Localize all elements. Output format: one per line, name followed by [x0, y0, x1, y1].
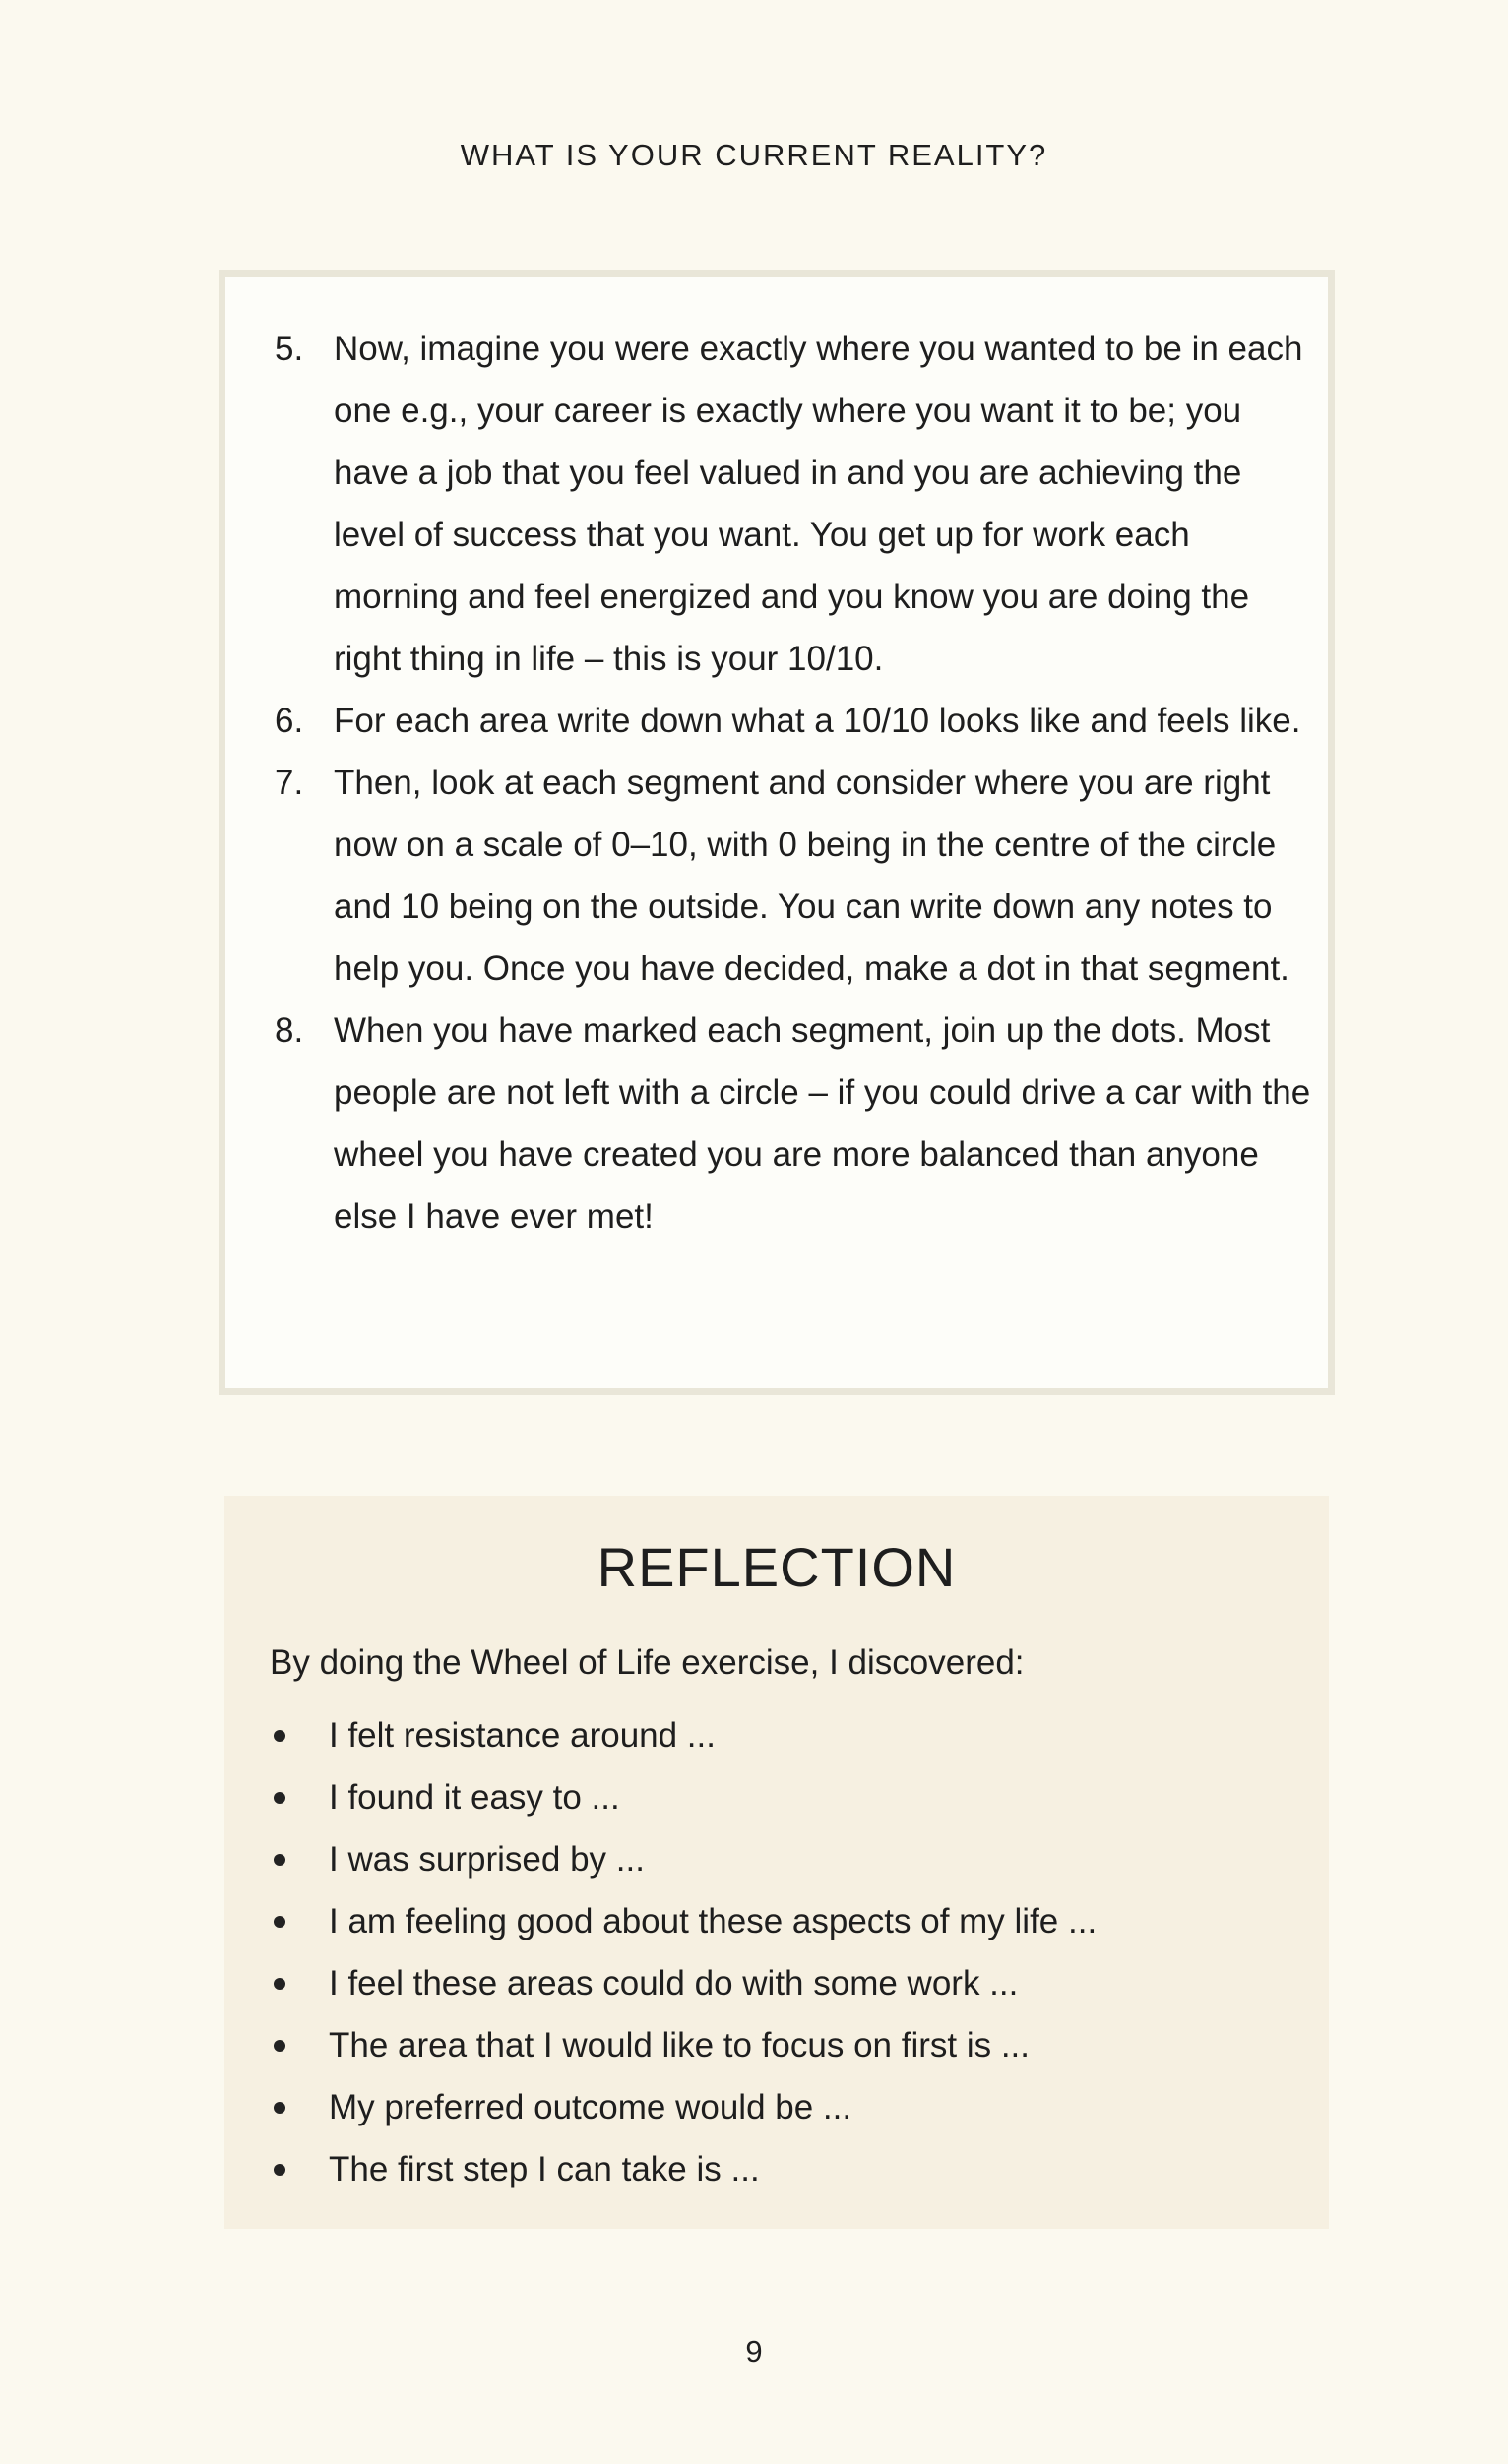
- bullet-icon: [274, 1978, 285, 1990]
- prompt-item: [270, 1952, 1097, 2014]
- step-number: 7.: [275, 764, 304, 802]
- prompt-text: My preferred outcome would be ...: [329, 2088, 852, 2126]
- prompt-item: [270, 2138, 1097, 2200]
- prompt-text: I was surprised by ...: [329, 1840, 645, 1879]
- prompt-item: [270, 1766, 1097, 1828]
- running-head: WHAT IS YOUR CURRENT REALITY?: [460, 138, 1048, 172]
- bullet-icon: [274, 2040, 285, 2052]
- prompt-text: I found it easy to ...: [329, 1778, 620, 1817]
- prompt-item: [270, 1828, 1097, 1890]
- reflection-intro: By doing the Wheel of Life exercise, I discovered:: [270, 1643, 1025, 1682]
- bullet-icon: [274, 1730, 285, 1742]
- step-item: [275, 1000, 1318, 1248]
- step-text: When you have marked each segment, join up the dots. Most people are not left with a circle – if you could drive a car with the wheel you have created you are more balanced than anyone else I have ever met!: [334, 1012, 1311, 1236]
- step-number: 8.: [275, 1012, 304, 1050]
- reflection-prompts: [270, 1704, 1097, 2200]
- prompt-item: [270, 2014, 1097, 2076]
- prompt-text: I felt resistance around ...: [329, 1716, 716, 1755]
- step-text: Then, look at each segment and consider where you are right now on a scale of 0–10, with 0 being in the centre of the circle and 10 being on the outside. You can write down any notes to help you. Once you have decided, make a dot in that segment.: [334, 764, 1289, 988]
- page-number: 9: [745, 2334, 763, 2369]
- prompt-text: I am feeling good about these aspects of my life ...: [329, 1902, 1098, 1940]
- reflection-title: REFLECTION: [597, 1536, 957, 1598]
- bullet-icon: [274, 1854, 285, 1866]
- bullet-icon: [274, 2164, 285, 2176]
- prompt-item: [270, 1704, 1097, 1766]
- prompt-text: I feel these areas could do with some work ...: [329, 1964, 1019, 2002]
- steps-list: [275, 318, 1318, 1248]
- bullet-icon: [274, 1916, 285, 1928]
- prompt-item: [270, 2076, 1097, 2138]
- prompt-text: The first step I can take is ...: [329, 2150, 760, 2188]
- prompt-item: [270, 1890, 1097, 1952]
- exercise-steps-box: [219, 270, 1335, 1395]
- step-item: [275, 690, 1318, 752]
- bullet-icon: [274, 2102, 285, 2114]
- bullet-icon: [274, 1792, 285, 1804]
- step-item: [275, 318, 1318, 690]
- step-number: 5.: [275, 330, 304, 368]
- step-number: 6.: [275, 702, 304, 740]
- prompt-text: The area that I would like to focus on first is ...: [329, 2026, 1030, 2064]
- step-text: For each area write down what a 10/10 looks like and feels like.: [334, 702, 1301, 740]
- step-text: Now, imagine you were exactly where you wanted to be in each one e.g., your career is exactly where you want it to be; you have a job that you feel valued in and you are achieving the level of success that you want. You get up for work each morning and feel energized and you know you are doing the right thing in life – this is your 10/10.: [334, 330, 1303, 678]
- step-item: [275, 752, 1318, 1000]
- reflection-box: [224, 1496, 1329, 2229]
